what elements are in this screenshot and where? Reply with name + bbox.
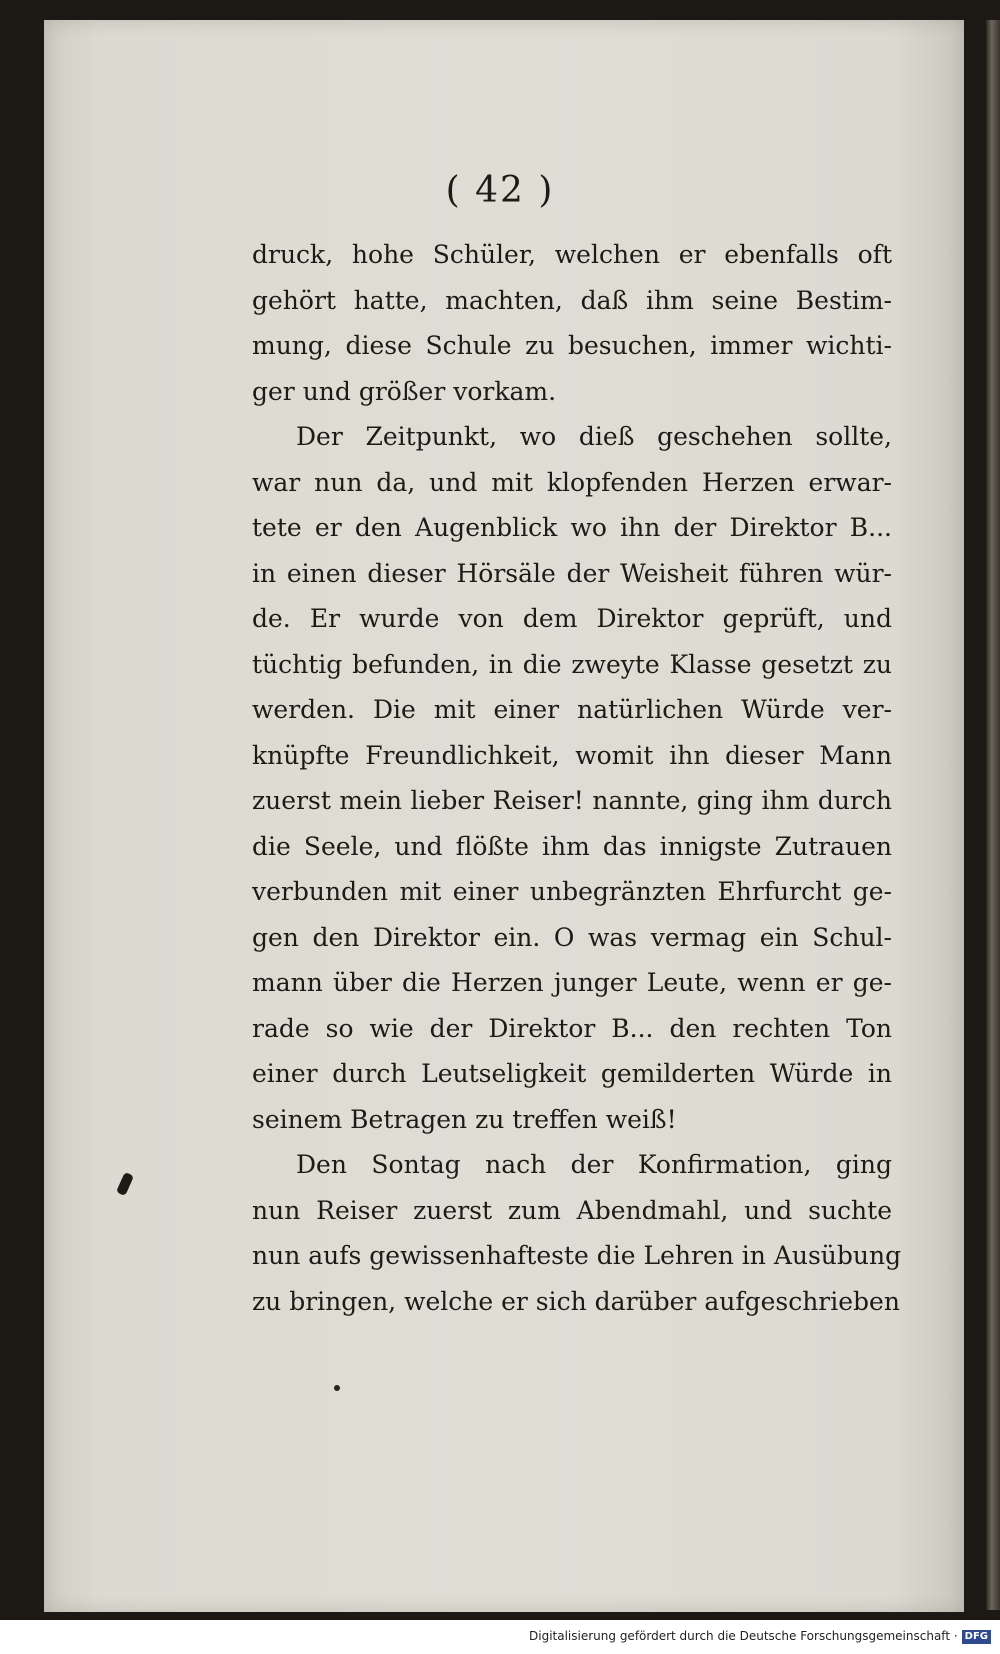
text-line: verbunden mit einer unbegränzten Ehrfurcht ge- — [252, 877, 892, 906]
text-line: tüchtig befunden, in die zweyte Klasse gesetzt zu — [252, 649, 892, 679]
text-line: gen den Direktor ein. O was vermag ein Schul- — [252, 922, 892, 952]
page-number: ( 42 ) — [445, 170, 555, 211]
page-edge — [986, 20, 1000, 1610]
text-line: werden. Die mit einer natürlichen Würde ver- — [252, 695, 892, 724]
text-line: Den Sontag nach der Konfirmation, ging — [296, 1150, 892, 1179]
text-line: nun aufs gewissenhafteste die Lehren in Ausübung — [252, 1241, 902, 1270]
text-line: in einen dieser Hörsäle der Weisheit führen wür- — [252, 558, 892, 588]
text-line: gehört hatte, machten, daß ihm seine Bestim- — [252, 285, 892, 315]
text-line: einer durch Leutseligkeit gemilderten Würde in — [252, 1059, 892, 1088]
text-line: seinem Betragen zu treffen weiß! — [252, 1104, 677, 1134]
text-line: rade so wie der Direktor B... den rechten Ton — [252, 1013, 892, 1043]
text-line: nun Reiser zuerst zum Abendmahl, und suchte — [252, 1195, 892, 1225]
ink-dot — [334, 1385, 340, 1391]
text-line: ger und größer vorkam. — [252, 376, 557, 406]
digitization-credit — [0, 1626, 991, 1646]
text-line: mann über die Herzen junger Leute, wenn er ge- — [252, 968, 892, 997]
text-line: war nun da, und mit klopfenden Herzen erwar- — [252, 467, 892, 497]
page-text — [252, 232, 902, 1324]
credit-text: Digitalisierung gefördert durch die Deutsche Forschungsgemeinschaft · — [529, 1629, 958, 1643]
dfg-logo: DFG — [962, 1630, 991, 1644]
text-line: tete er den Augenblick wo ihn der Direktor B... — [252, 513, 892, 542]
text-line: druck, hohe Schüler, welchen er ebenfalls oft — [252, 240, 892, 269]
text-line: de. Er wurde von dem Direktor geprüft, und — [252, 604, 892, 633]
text-line: knüpfte Freundlichkeit, womit ihn dieser Mann — [252, 740, 892, 770]
text-line: zu bringen, welche er sich darüber aufgeschrieben — [252, 1286, 900, 1316]
text-line: Der Zeitpunkt, wo dieß geschehen sollte, — [296, 422, 892, 451]
text-line: die Seele, und flößte ihm das innigste Zutrauen — [252, 831, 892, 861]
text-line: mung, diese Schule zu besuchen, immer wichti- — [252, 331, 892, 360]
text-line: zuerst mein lieber Reiser! nannte, ging ihm durch — [252, 786, 892, 815]
